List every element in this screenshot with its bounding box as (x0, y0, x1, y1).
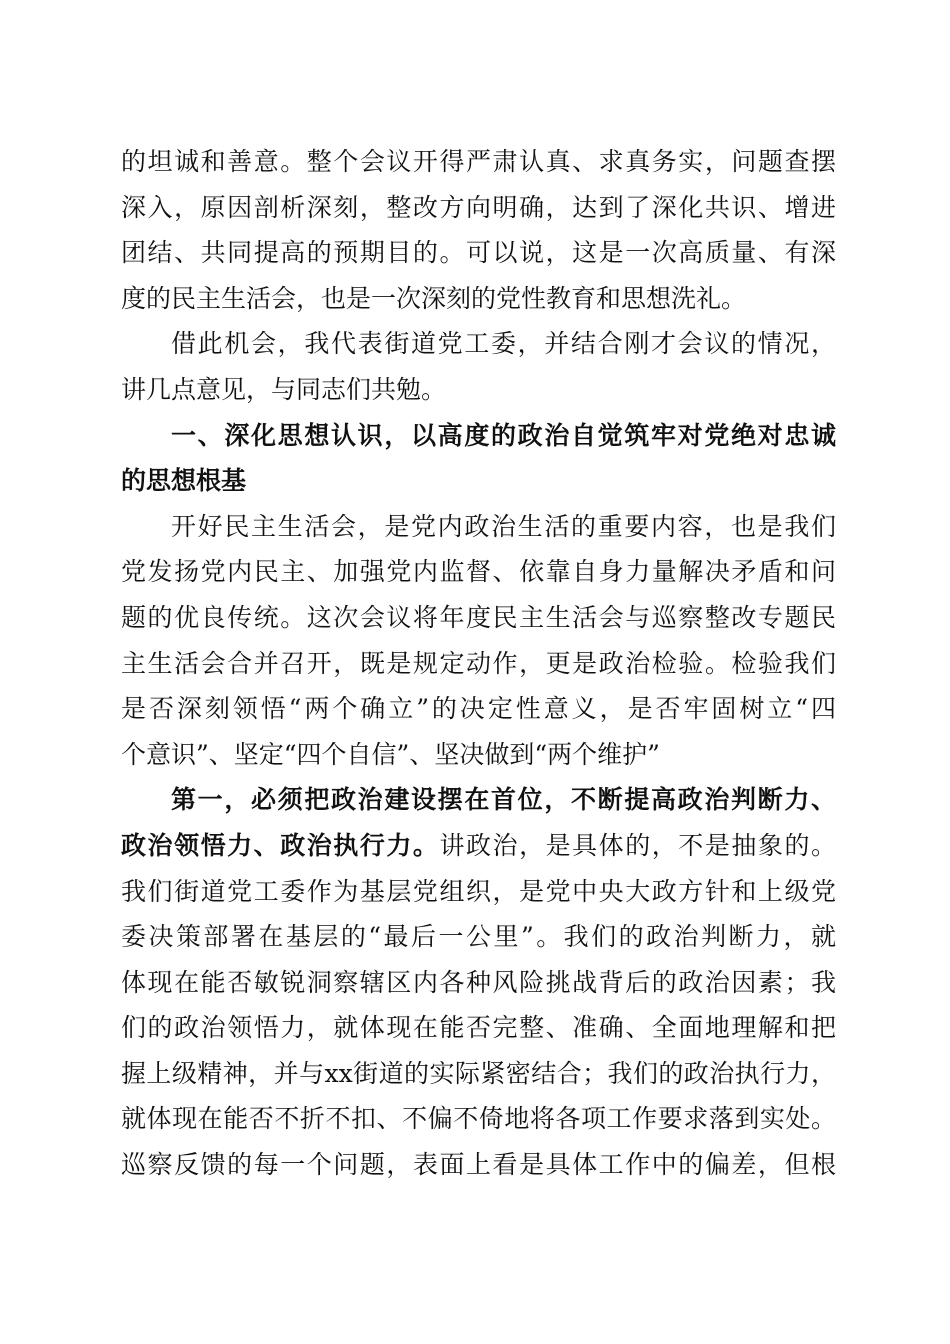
text-line: 主生活会合并召开，既是规定动作，更是政治检验。检验我们 (121, 648, 836, 678)
text-line: 们的政治领悟力，就体现在能否完整、准确、全面地理解和把 (121, 1013, 836, 1043)
text-line: 我们街道党工委作为基层党组织，是党中央大政方针和上级党 (121, 876, 836, 906)
body-text (121, 139, 836, 1188)
point-heading-end: 政治领悟力、政治执行力。 (121, 830, 440, 860)
text-line: 团结、共同提高的预期目的。可以说，这是一次高质量、有深 (121, 238, 836, 268)
text-line: 借此机会，我代表街道党工委，并结合刚才会议的情况， (171, 329, 836, 359)
text-line: 题的优良传统。这次会议将年度民主生活会与巡察整改专题民 (121, 602, 836, 632)
text-line: 是否深刻领悟“两个确立”的决定性意义，是否牢固树立“四 (121, 694, 836, 724)
text-run: 讲政治，是具体的，不是抽象的。 (439, 830, 836, 860)
text-line: 开好民主生活会，是党内政治生活的重要内容，也是我们 (171, 511, 836, 541)
text-line: 度的民主生活会，也是一次深刻的党性教育和思想洗礼。 (121, 283, 747, 313)
section-heading: 的思想根基 (121, 466, 247, 496)
text-line: 的坦诚和善意。整个会议开得严肃认真、求真务实，问题查摆 (121, 147, 836, 176)
text-line: 深入，原因剖析深刻，整改方向明确，达到了深化共识、增进 (121, 192, 836, 222)
text-line: 讲几点意见，与同志们共勉。 (121, 374, 447, 404)
section-heading: 一、深化思想认识，以高度的政治自觉筑牢对党绝对忠诚 (171, 420, 836, 450)
text-line: 就体现在能否不折不扣、不偏不倚地将各项工作要求落到实处。 (121, 1104, 836, 1134)
text-line: 巡察反馈的每一个问题，表面上看是具体工作中的偏差，但根 (121, 1150, 836, 1180)
text-line: 握上级精神，并与xx街道的实际紧密结合；我们的政治执行力， (121, 1058, 836, 1088)
point-heading: 第一，必须把政治建设摆在首位，不断提高政治判断力、 (171, 785, 836, 815)
text-line (121, 823, 836, 869)
text-line: 个意识”、坚定“四个自信”、坚决做到“两个维护” (121, 739, 660, 769)
text-line: 委决策部署在基层的“最后一公里”。我们的政治判断力，就 (121, 922, 836, 952)
text-line: 体现在能否敏锐洞察辖区内各种风险挑战背后的政治因素；我 (121, 967, 836, 997)
text-line: 党发扬党内民主、加强党内监督、依靠自身力量解决矛盾和问 (121, 557, 836, 587)
